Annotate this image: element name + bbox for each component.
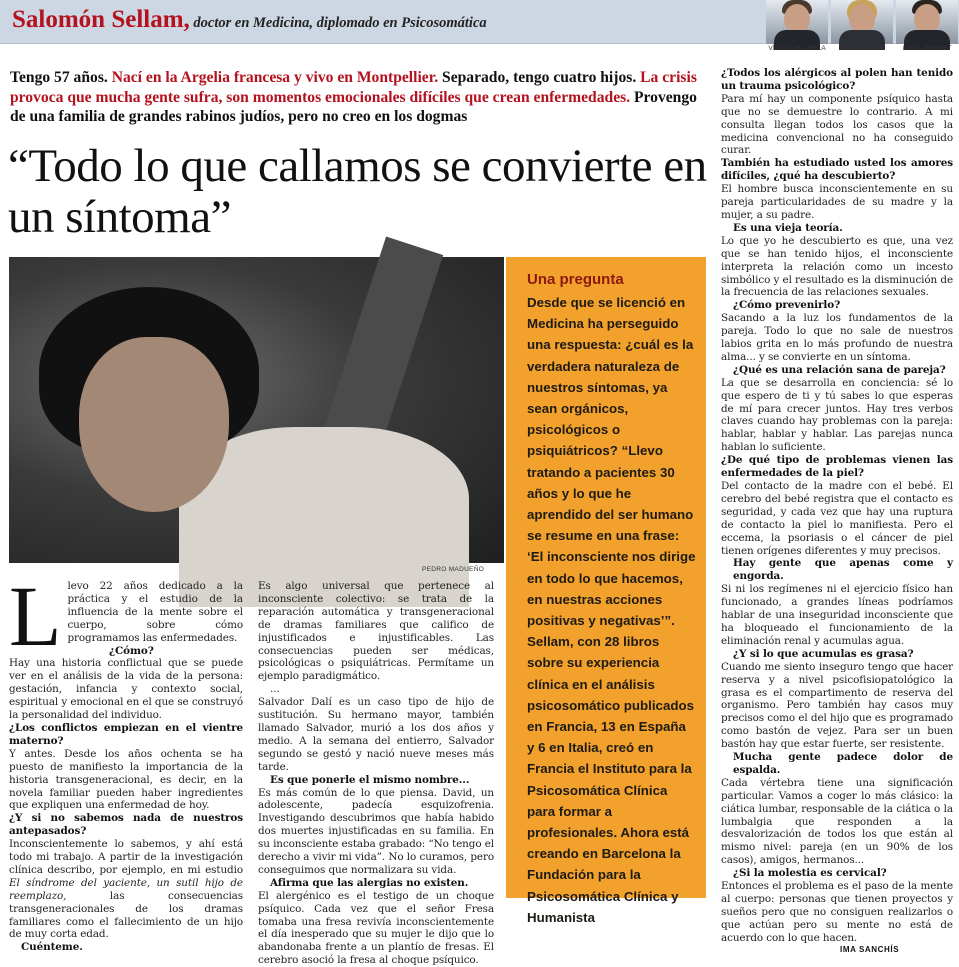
answer: Cuando me siento inseguro tengo que hacer reserva y a nivel psicofisiopatológico la grasa es el compartimento de reserva del organismo. Pero también hay casos muy precisos como el del hijo que es programado como bastón de vejez. Para ser un buen bastón hay que estar fuerte, ser resistente. [721,660,953,751]
answer: Es algo universal que pertenece al inconsciente colectivo: se trata de la reparación automática y transgeneracional de dramas familiares que califico de injustificados e injustificables. Las consecuencias pueden ser médicas, psicológicas o psiquiátricas. Permítame un ejemplo paradigmático. [258,580,494,683]
answer: Es más común de lo que piensa. David, un adolescente, padecía esquizofrenia. Investigando descubrimos que había habido dos muertes injustificadas en su familia. En su inconsciente estaba grabado: “No tengo el derecho a vivir mi vida”. No lo curamos, pero conseguimos que normalizara su vida. [258,786,494,876]
book-title: El síndrome del yaciente, un sutil hijo de reemplazo, [9,876,243,902]
headline: “Todo lo que callamos se convierte en un síntoma” [8,140,707,243]
sidebar-box [506,257,706,925]
answer: Entonces el problema es el paso de la mente al cuerpo: personas que tienen proyectos y sueños pero que no consiguen realizarlos o que actúan pero su mente no está de acuerdo con lo que hacen. [721,880,953,944]
answer: Salvador Dalí es un caso tipo de hijo de sustitución. Su hermano mayor, también llamado Salvador, murió a los dos años y medio. A la semana del entierro, Salvador segundo se gestó y nació nueve meses más tarde. [258,696,494,773]
journalist-photo-3 [896,0,958,44]
intro-crisis: La crisis provoca que mucha gente sufra, son momentos emocionales difíciles que crean enfermedades. [10,69,697,106]
journalist-photo-2 [831,0,893,44]
question: ¿Qué es una relación sana de pareja? [733,363,946,376]
answer: El alergénico es el testigo de un choque psíquico. Cada vez que el señor Fresa tomaba una fresa revivía inconscientemente el día inesperado que su mujer le dijo que lo abandonaba frente a un plantío de fresas. El cerebro asoció la fresa al choque psíquico. [258,889,494,967]
question: Es que ponerle el mismo nombre... [270,773,470,786]
paragraph: levo 22 años dedicado a la práctica y el estudio de la influencia de la mente sobre el cuerpo, sobre cómo programamos las enfermedades. [67,580,243,644]
question: ¿Y si no sabemos nada de nuestros antepasados? [9,812,243,838]
ellipsis: ... [270,683,280,696]
intro-text [10,68,698,127]
intro-religion: Provengo de una familia de grandes rabinos judíos, pero no creo en los dogmas [10,88,697,125]
article-column-1 [9,568,243,954]
question: Cuénteme. [21,941,83,954]
question: Afirma que las alergias no existen. [270,876,469,889]
portrait-photo [9,257,504,563]
answer: La que se desarrolla en conciencia: sé lo que espero de ti y tú sabes lo que esperas de mí para crecer juntos. Hay tres verbos claves cuando hay problemas con la pareja: hablar, hablar y hablar. Las parejas nunca hablan lo suficiente. [721,376,953,454]
answer: El hombre busca inconscientemente en su pareja particularidades de su madre y la mujer, a su padre. [721,183,953,221]
answer: Lo que yo he descubierto es que, una vez que se han tenido hijos, el inconsciente interpreta la relación como un incesto simbólico y el resultado es la disminución de la frecuencia de las relaciones sexuales. [721,234,953,299]
name-text: Salomón Sellam, [12,6,190,33]
intro-origin: Nací en la Argelia francesa y vivo en Montpellier. [111,69,439,86]
answer: Para mí hay un componente psíquico hasta que no se demuestre lo contrario. A mi consulta llegan todos los casos que la medicina convencional no ha conseguido curar. [721,92,953,157]
interviewee-role [190,15,487,31]
answer: Sacando a la luz los fundamentos de la pareja. Todo lo que no sale de nuestros labios grita en lo más profundo de nuestra alma... y se convierte en un síntoma. [721,312,953,363]
main-photo-credit: PEDRO MADUEÑO [422,566,485,573]
question: ¿Cómo prevenirlo? [733,299,841,312]
question: Hay gente que apenas come y engorda. [733,557,953,583]
question: ¿Los conflictos empiezan en el vientre materno? [9,721,243,747]
article-column-3 [721,67,953,945]
answer [9,838,243,941]
question: También ha estudiado usted los amores difíciles, ¿qué ha descubierto? [721,157,953,183]
question: ¿Cómo? [109,644,154,657]
answer-text: Inconscientemente lo sabemos, y ahí está todo mi trabajo. A partir de la investigación clínica describo, por ejemplo, en mi estudio [9,838,243,876]
sidebar-title: Una pregunta [527,271,624,288]
interviewee-name [12,6,487,34]
photo-credit-2: IMA SANCHÍS [841,45,883,52]
intro-family: Separado, tengo cuatro hijos. [442,69,637,86]
question: ¿De qué tipo de problemas vienen las enfermedades de la piel? [721,454,953,480]
answer: Cada vértebra tiene una significación particular. Vamos a coger lo más clásico: la ciática lumbar, responsable de la ciática o la lumbalgia que responden a la desvalorización de todos los que están al mismo nivel: pareja (en un 90% de los casos), amigos, hermanos... [721,776,953,867]
question: ¿Todos los alérgicos al polen han tenido un trauma psicológico? [721,67,953,92]
photo-credit-1: VÍCTOR-M. AMELA [768,45,826,52]
drop-cap: L [9,568,62,664]
answer: Si ni los regímenes ni el ejercicio físico han funcionado, a grandes líneas podríamos hablar de una inseguridad inconsciente que ha bloqueado el funcionamiento de la eliminación renal y acumulas agua. [721,583,953,647]
author-byline: IMA SANCHÍS [840,945,900,954]
answer: Hay una historia conflictual que se puede ver en el análisis de la vida de la persona: gestación, infancia y contexto social, espiritual y emocional en el que se construyó la personalidad del individuo. [9,657,243,722]
question: Es una vieja teoría. [733,221,843,234]
sidebar-body: Desde que se licenció en Medicina ha perseguido una respuesta: ¿cuál es la verdadera naturaleza de nuestros síntomas, ya sean orgánicos, psicológicos o psiquiátricos? “Llevo tratando a pacientes 30 años y lo que he aprendido del ser humano se resume en una frase: ‘El inconsciente nos dirige en todo lo que hacemos, en nuestras acciones positivas y negativas’”. Sellam, con 28 libros sobre su experiencia clínica en el análisis psicosomático publicados en Francia, 13 en España y 6 en Italia, creó en Francia el Instituto para la Psicosomática Clínica para formar a profesionales. Ahora está creando en Barcelona la Fundación para la Psicosomática Clínica y Humanista [527,295,696,925]
answer-text: las consecuencias transgeneracionales de los dramas familiares como el fallecimiento de un hijo de muy corta edad. [9,889,243,941]
question: ¿Si la molestia es cervical? [733,867,887,880]
answer: Y antes. Desde los años ochenta se ha puesto de manifiesto la importancia de la historia transgeneracional, es decir, en la novela familiar pueden haber ingredientes que expliquen una enfermedad de hoy. [9,747,243,812]
question: Mucha gente padece dolor de espalda. [733,751,953,776]
intro-age: Tengo 57 años. [10,69,108,86]
article-column-2 [258,580,494,967]
journalist-photo-1 [766,0,828,44]
question: ¿Y si lo que acumulas es grasa? [733,647,914,660]
answer: Del contacto de la madre con el bebé. El cerebro del bebé registra que el contacto es seguridad, y cada vez que hay una ruptura de contacto la piel lo manifiesta. Pero el eccema, la psoriasis o el cáncer de piel tienen orígenes diferentes y muy precisos. [721,480,953,557]
photo-credit-3: LLUÍS AMIGUET [902,45,952,52]
role-text: doctor en Medicina, diplomado en Psicosomática [193,15,487,31]
